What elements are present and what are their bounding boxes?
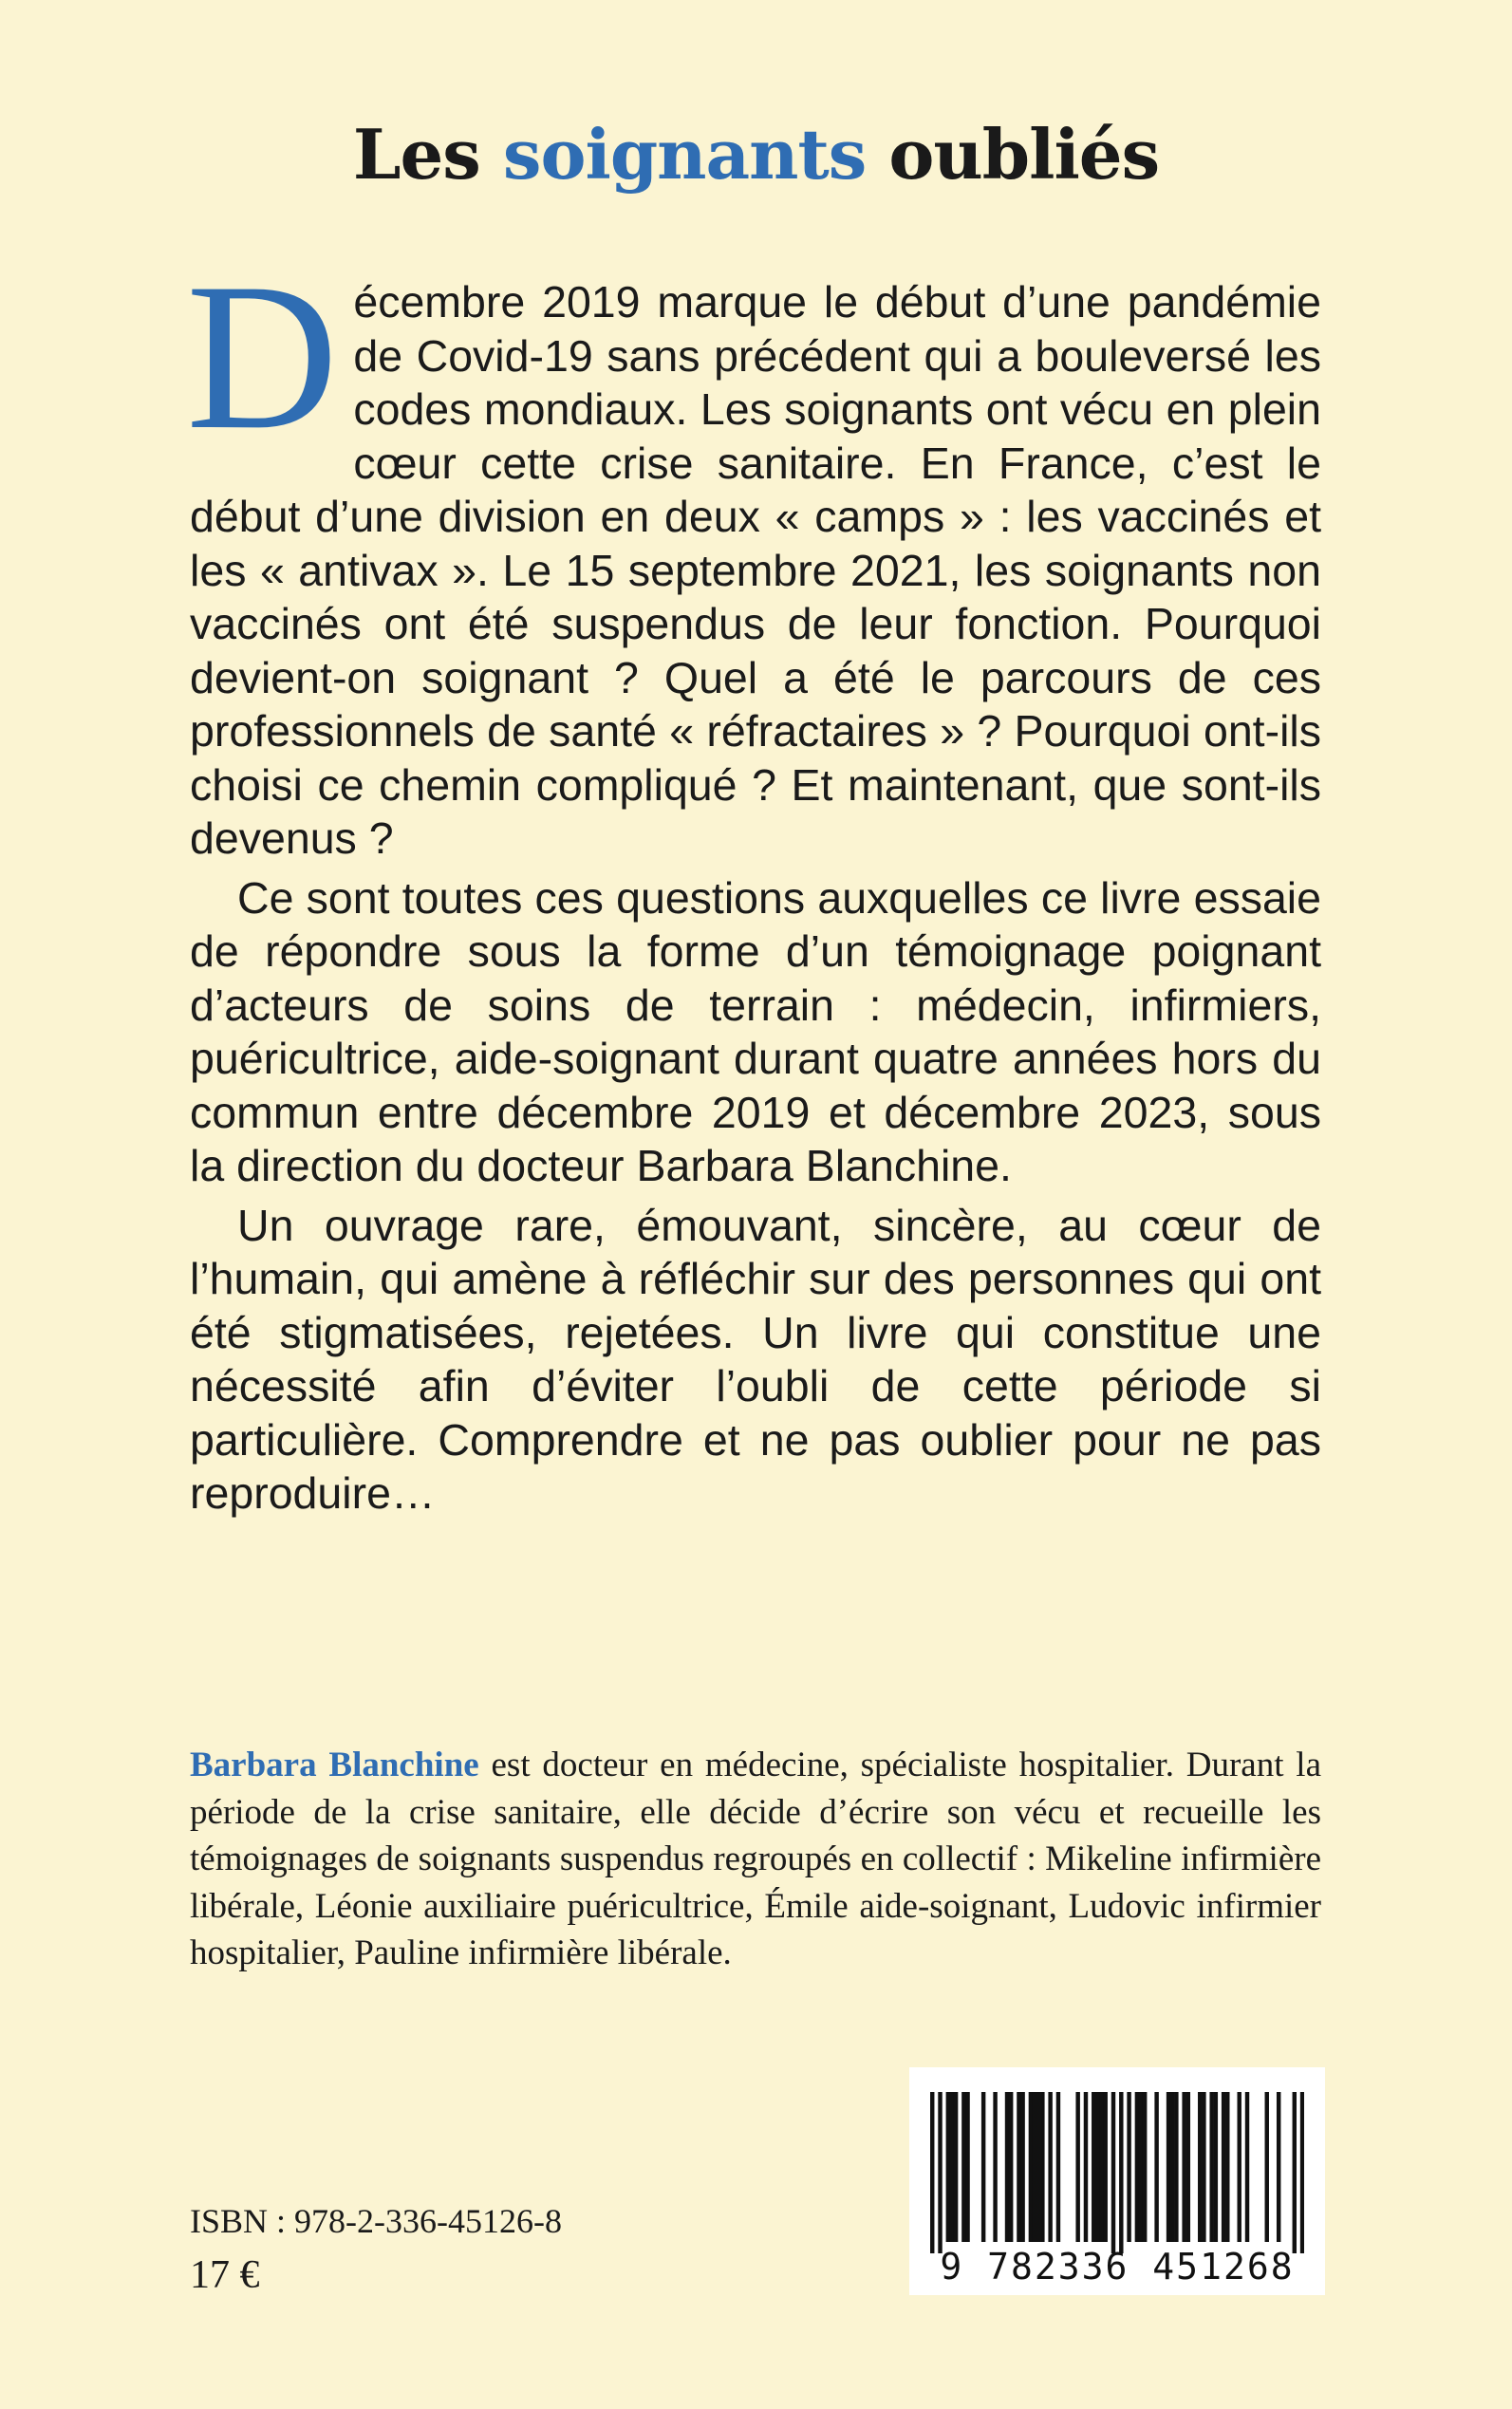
drop-cap-letter: D: [186, 240, 339, 474]
barcode-bar: [1099, 2092, 1103, 2242]
barcode-bar: [981, 2092, 985, 2242]
author-name: Barbara Blanchine: [190, 1746, 479, 1784]
barcode-bar: [1143, 2092, 1147, 2242]
barcode-bar: [1225, 2092, 1229, 2242]
barcode-bar: [1040, 2092, 1044, 2242]
barcode-bar: [1214, 2092, 1218, 2242]
barcode-bar: [1119, 2092, 1123, 2253]
barcode-bar: [1167, 2092, 1170, 2242]
barcode-bar: [930, 2092, 934, 2253]
barcode-bar: [1139, 2092, 1143, 2242]
barcode-bar: [1048, 2092, 1052, 2242]
barcode-bar: [1020, 2092, 1024, 2242]
barcode-bar: [1293, 2092, 1297, 2253]
barcode-bar: [1198, 2092, 1202, 2242]
barcode-bar: [950, 2092, 954, 2242]
barcode-bar: [965, 2092, 969, 2242]
barcode-bar: [1005, 2092, 1009, 2242]
barcode-bar: [1033, 2092, 1036, 2242]
author-bio: [190, 1742, 1321, 1977]
barcode-bars: [930, 2092, 1304, 2253]
barcode-bar: [1209, 2092, 1213, 2242]
barcode-bar: [1092, 2092, 1095, 2242]
barcode-bar: [1009, 2092, 1013, 2242]
title-accent-word: soignants: [502, 114, 867, 195]
back-cover-summary: [186, 240, 1321, 1521]
barcode-bar: [1182, 2092, 1185, 2242]
title-part-2: oubliés: [866, 114, 1160, 195]
barcode-bar: [1300, 2092, 1304, 2253]
barcode-bar: [1135, 2092, 1139, 2242]
barcode-bar: [1265, 2092, 1269, 2242]
barcode-number: 9 782336 451268: [940, 2246, 1295, 2288]
barcode-bar: [1056, 2092, 1060, 2242]
barcode-bar: [1154, 2092, 1158, 2242]
barcode-bar: [1111, 2092, 1115, 2253]
isbn-label: ISBN : 978-2-336-45126-8: [190, 2202, 562, 2240]
barcode-bar: [1127, 2092, 1130, 2242]
barcode-bar: [1084, 2092, 1088, 2242]
barcode-bar: [1245, 2092, 1249, 2242]
barcode-bar: [1029, 2092, 1033, 2242]
barcode-bar: [1075, 2092, 1079, 2242]
book-title: [0, 112, 1512, 197]
barcode: [909, 2067, 1325, 2295]
summary-paragraph-1: écembre 2019 marque le début d’une pandémie de Covid-19 sans précédent qui a bouleversé les codes mondiaux. Les soignants ont vécu en plein cœur cette crise sanitaire. En France, c’est le début d’une division en deux « camps » : les vaccinés et les « antivax ». Le 15 septembre 2021, les soignants non vaccinés ont été suspendus de leur fonction. Pourquoi devient-on soignant ? Quel a été le parcours de ces professionnels de santé « réfractaires » ? Pourquoi ont-ils choisi ce chemin compliqué ? Et maintenant, que sont-ils devenus ?: [190, 277, 1321, 863]
barcode-bar: [1095, 2092, 1099, 2242]
barcode-bar: [1202, 2092, 1205, 2242]
barcode-bar: [1222, 2092, 1225, 2242]
barcode-bar: [1170, 2092, 1174, 2242]
barcode-bar: [954, 2092, 958, 2242]
barcode-bar: [946, 2092, 950, 2242]
summary-paragraph-2: Ce sont toutes ces questions auxquelles ce livre essaie de répondre sous la forme d’un témoignage poignant d’acteurs de soins de terrain : médecin, infirmiers, puéricultrice, aide-soignant durant quatre années hors du commun entre décembre 2019 et décembre 2023, sous la direction du docteur Barbara Blanchine.: [190, 872, 1321, 1190]
barcode-bar: [1174, 2092, 1178, 2242]
barcode-bar: [1237, 2092, 1241, 2242]
barcode-bar: [961, 2092, 965, 2242]
barcode-bar: [1186, 2092, 1190, 2242]
barcode-bar: [938, 2092, 942, 2253]
title-part-1: Les: [352, 114, 503, 195]
barcode-bar: [1036, 2092, 1040, 2242]
summary-paragraph-3: Un ouvrage rare, émouvant, sincère, au cœur de l’humain, qui amène à réfléchir sur des personnes qui ont été stigmatisées, rejetées. Un livre qui constitue une nécessité afin d’éviter l’oubli de cette période si particulière. Comprendre et ne pas oublier pour ne pas reproduire…: [190, 1200, 1321, 1518]
author-bio-text: est docteur en médecine, spécialiste hospitalier. Durant la période de la crise sanitaire, elle décide d’écrire son vécu et recueille les témoignages de soignants suspendus regroupés en collectif : Mikeline infirmière libérale, Léonie auxiliaire puéricultrice, Émile aide-soignant, Ludovic infirmier hospitalier, Pauline infirmière libérale.: [190, 1746, 1321, 1972]
barcode-bar: [1277, 2092, 1280, 2242]
barcode-bar: [1017, 2092, 1020, 2242]
barcode-bar: [993, 2092, 997, 2242]
barcode-bar: [1103, 2092, 1107, 2242]
price-label: 17 €: [190, 2253, 260, 2297]
